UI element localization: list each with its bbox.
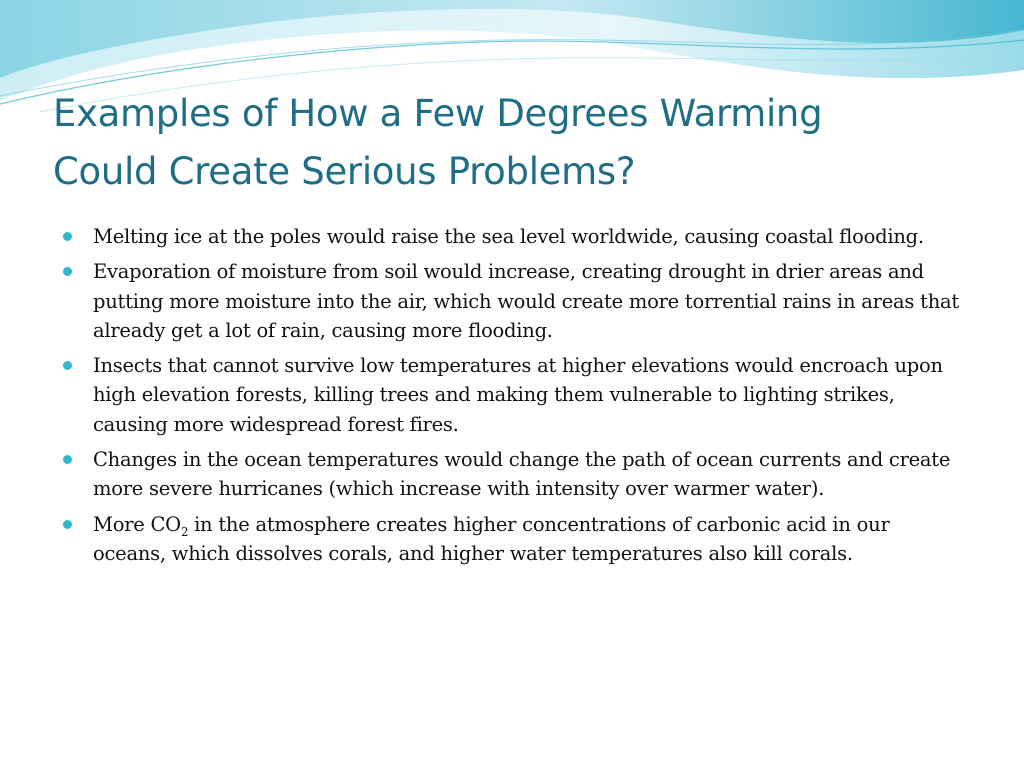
bullet-dot-icon (63, 232, 72, 241)
bullet-item-insects (63, 351, 968, 439)
bullet-dot-icon (63, 520, 72, 529)
bullet-item-sea-level (63, 222, 968, 251)
slide-title-line-1: Examples of How a Few Degrees Warming (53, 92, 823, 135)
bullet-dot-icon (63, 455, 72, 464)
bullet-item-corals (63, 510, 968, 569)
slide-title (53, 85, 993, 201)
co2-subscript: 2 (180, 524, 189, 539)
bullet-text: Evaporation of moisture from soil would increase, creating drought in drier areas and putting more moisture into the air, which would create more torrential rains in areas that already get a lot of rain, causing more flooding. (93, 260, 959, 342)
bullet-list (63, 222, 968, 574)
bullet-text: Insects that cannot survive low temperatures at higher elevations would encroach upon high elevation forests, killing trees and making them vulnerable to lighting strikes, causing more widespread forest fires. (93, 354, 943, 436)
bullet-text-prefix: More CO (93, 512, 181, 536)
bullet-item-ocean-currents (63, 445, 968, 504)
bullet-item-evaporation (63, 257, 968, 345)
bullet-text: Melting ice at the poles would raise the sea level worldwide, causing coastal flooding. (93, 225, 924, 248)
bullet-text: Changes in the ocean temperatures would change the path of ocean currents and create more severe hurricanes (which increase with intensity over warmer water). (93, 448, 951, 501)
bullet-dot-icon (63, 267, 72, 276)
bullet-text-suffix: in the atmosphere creates higher concentrations of carbonic acid in our oceans, which dissolves corals, and higher water temperatures also kill corals. (93, 512, 890, 565)
slide-title-line-2: Could Create Serious Problems? (53, 150, 636, 193)
bullet-dot-icon (63, 361, 72, 370)
